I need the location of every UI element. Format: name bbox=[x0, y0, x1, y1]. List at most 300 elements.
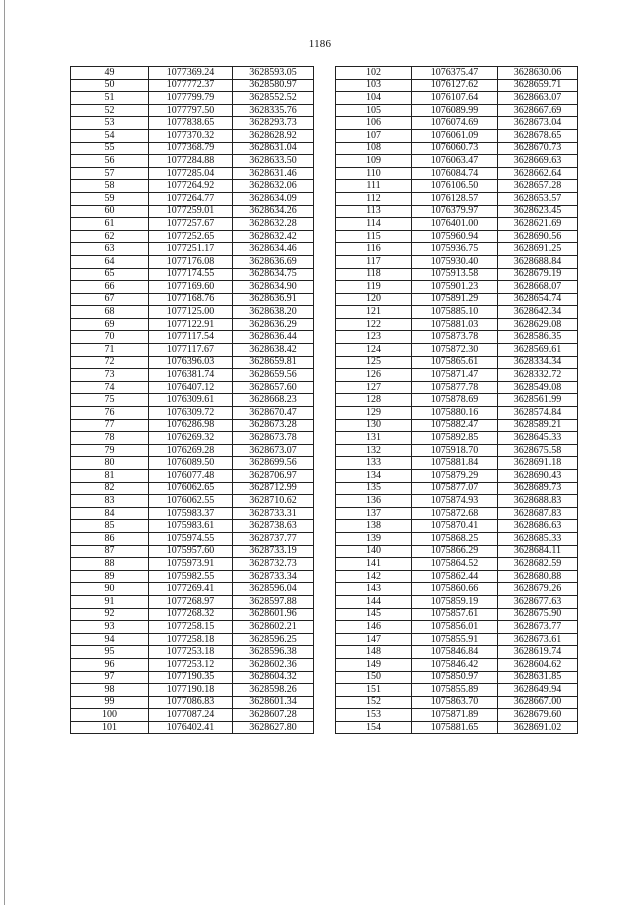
x-coordinate-cell: 1076127.62 bbox=[412, 79, 498, 92]
x-coordinate-cell: 1075862.44 bbox=[412, 570, 498, 583]
x-coordinate-cell: 1076309.61 bbox=[149, 394, 233, 407]
point-number-cell: 88 bbox=[71, 558, 149, 571]
table-row bbox=[336, 344, 578, 357]
x-coordinate-cell: 1075918.70 bbox=[412, 444, 498, 457]
x-coordinate-cell: 1077268.32 bbox=[149, 608, 233, 621]
y-coordinate-cell: 3628691.18 bbox=[498, 457, 578, 470]
y-coordinate-cell: 3628293.73 bbox=[233, 117, 314, 130]
table-row bbox=[336, 281, 578, 294]
x-coordinate-cell: 1075871.89 bbox=[412, 709, 498, 722]
point-number-cell: 128 bbox=[336, 394, 412, 407]
y-coordinate-cell: 3628686.63 bbox=[498, 520, 578, 533]
table-row bbox=[336, 293, 578, 306]
point-number-cell: 83 bbox=[71, 495, 149, 508]
x-coordinate-cell: 1075878.69 bbox=[412, 394, 498, 407]
y-coordinate-cell: 3628634.75 bbox=[233, 268, 314, 281]
point-number-cell: 96 bbox=[71, 658, 149, 671]
x-coordinate-cell: 1075856.01 bbox=[412, 621, 498, 634]
table-row bbox=[336, 142, 578, 155]
x-coordinate-cell: 1077117.67 bbox=[149, 344, 233, 357]
table-row bbox=[71, 306, 314, 319]
point-number-cell: 146 bbox=[336, 621, 412, 634]
y-coordinate-cell: 3628654.74 bbox=[498, 293, 578, 306]
table-row bbox=[336, 532, 578, 545]
point-number-cell: 140 bbox=[336, 545, 412, 558]
point-number-cell: 153 bbox=[336, 709, 412, 722]
table-row bbox=[336, 104, 578, 117]
x-coordinate-cell: 1075855.89 bbox=[412, 684, 498, 697]
x-coordinate-cell: 1075892.85 bbox=[412, 432, 498, 445]
table-row bbox=[71, 520, 314, 533]
point-number-cell: 150 bbox=[336, 671, 412, 684]
x-coordinate-cell: 1076401.00 bbox=[412, 218, 498, 231]
point-number-cell: 117 bbox=[336, 255, 412, 268]
point-number-cell: 134 bbox=[336, 470, 412, 483]
x-coordinate-cell: 1077253.18 bbox=[149, 646, 233, 659]
x-coordinate-cell: 1077772.37 bbox=[149, 79, 233, 92]
table-row bbox=[336, 646, 578, 659]
x-coordinate-cell: 1077258.18 bbox=[149, 633, 233, 646]
x-coordinate-cell: 1076077.48 bbox=[149, 470, 233, 483]
y-coordinate-cell: 3628632.28 bbox=[233, 218, 314, 231]
x-coordinate-cell: 1075973.91 bbox=[149, 558, 233, 571]
x-coordinate-cell: 1077799.79 bbox=[149, 92, 233, 105]
table-row bbox=[336, 495, 578, 508]
table-row bbox=[71, 79, 314, 92]
y-coordinate-cell: 3628737.77 bbox=[233, 532, 314, 545]
x-coordinate-cell: 1076396.03 bbox=[149, 356, 233, 369]
point-number-cell: 86 bbox=[71, 532, 149, 545]
table-row bbox=[71, 117, 314, 130]
y-coordinate-cell: 3628649.94 bbox=[498, 684, 578, 697]
table-row bbox=[336, 155, 578, 168]
y-coordinate-cell: 3628602.21 bbox=[233, 621, 314, 634]
table-row bbox=[336, 318, 578, 331]
x-coordinate-cell: 1076375.47 bbox=[412, 67, 498, 80]
table-row bbox=[336, 696, 578, 709]
table-row bbox=[336, 381, 578, 394]
y-coordinate-cell: 3628710.62 bbox=[233, 495, 314, 508]
x-coordinate-cell: 1075974.55 bbox=[149, 532, 233, 545]
point-number-cell: 92 bbox=[71, 608, 149, 621]
y-coordinate-cell: 3628662.64 bbox=[498, 167, 578, 180]
y-coordinate-cell: 3628688.84 bbox=[498, 255, 578, 268]
point-number-cell: 133 bbox=[336, 457, 412, 470]
table-row bbox=[71, 192, 314, 205]
point-number-cell: 101 bbox=[71, 721, 149, 734]
y-coordinate-cell: 3628634.09 bbox=[233, 192, 314, 205]
point-number-cell: 95 bbox=[71, 646, 149, 659]
table-row bbox=[336, 205, 578, 218]
y-coordinate-cell: 3628691.25 bbox=[498, 243, 578, 256]
x-coordinate-cell: 1077169.60 bbox=[149, 281, 233, 294]
table-row bbox=[71, 67, 314, 80]
x-coordinate-cell: 1077253.12 bbox=[149, 658, 233, 671]
y-coordinate-cell: 3628629.08 bbox=[498, 318, 578, 331]
x-coordinate-cell: 1075982.55 bbox=[149, 570, 233, 583]
y-coordinate-cell: 3628631.04 bbox=[233, 142, 314, 155]
y-coordinate-cell: 3628332.72 bbox=[498, 369, 578, 382]
x-coordinate-cell: 1077252.65 bbox=[149, 230, 233, 243]
x-coordinate-cell: 1075881.65 bbox=[412, 721, 498, 734]
table-row bbox=[71, 495, 314, 508]
point-number-cell: 118 bbox=[336, 268, 412, 281]
y-coordinate-cell: 3628659.81 bbox=[233, 356, 314, 369]
point-number-cell: 119 bbox=[336, 281, 412, 294]
point-number-cell: 98 bbox=[71, 684, 149, 697]
point-number-cell: 138 bbox=[336, 520, 412, 533]
y-coordinate-cell: 3628598.26 bbox=[233, 684, 314, 697]
x-coordinate-cell: 1076063.47 bbox=[412, 155, 498, 168]
point-number-cell: 80 bbox=[71, 457, 149, 470]
point-number-cell: 106 bbox=[336, 117, 412, 130]
y-coordinate-cell: 3628638.20 bbox=[233, 306, 314, 319]
x-coordinate-cell: 1075872.68 bbox=[412, 507, 498, 520]
y-coordinate-cell: 3628659.56 bbox=[233, 369, 314, 382]
y-coordinate-cell: 3628668.07 bbox=[498, 281, 578, 294]
y-coordinate-cell: 3628580.97 bbox=[233, 79, 314, 92]
point-number-cell: 62 bbox=[71, 230, 149, 243]
table-row bbox=[71, 696, 314, 709]
x-coordinate-cell: 1075913.58 bbox=[412, 268, 498, 281]
point-number-cell: 79 bbox=[71, 444, 149, 457]
y-coordinate-cell: 3628645.33 bbox=[498, 432, 578, 445]
y-coordinate-cell: 3628604.62 bbox=[498, 658, 578, 671]
point-number-cell: 120 bbox=[336, 293, 412, 306]
table-row bbox=[336, 470, 578, 483]
x-coordinate-cell: 1077797.50 bbox=[149, 104, 233, 117]
point-number-cell: 65 bbox=[71, 268, 149, 281]
table-row bbox=[71, 104, 314, 117]
y-coordinate-cell: 3628673.04 bbox=[498, 117, 578, 130]
point-number-cell: 113 bbox=[336, 205, 412, 218]
table-row bbox=[336, 545, 578, 558]
x-coordinate-cell: 1075881.03 bbox=[412, 318, 498, 331]
y-coordinate-cell: 3628552.52 bbox=[233, 92, 314, 105]
table-row bbox=[336, 432, 578, 445]
point-number-cell: 107 bbox=[336, 129, 412, 142]
x-coordinate-cell: 1076074.69 bbox=[412, 117, 498, 130]
y-coordinate-cell: 3628638.42 bbox=[233, 344, 314, 357]
point-number-cell: 60 bbox=[71, 205, 149, 218]
x-coordinate-cell: 1076089.99 bbox=[412, 104, 498, 117]
table-row bbox=[336, 394, 578, 407]
point-number-cell: 141 bbox=[336, 558, 412, 571]
x-coordinate-cell: 1075983.61 bbox=[149, 520, 233, 533]
table-row bbox=[336, 230, 578, 243]
point-number-cell: 104 bbox=[336, 92, 412, 105]
x-coordinate-cell: 1077168.76 bbox=[149, 293, 233, 306]
point-number-cell: 126 bbox=[336, 369, 412, 382]
point-number-cell: 57 bbox=[71, 167, 149, 180]
x-coordinate-cell: 1077117.54 bbox=[149, 331, 233, 344]
x-coordinate-cell: 1077122.91 bbox=[149, 318, 233, 331]
table-row bbox=[71, 281, 314, 294]
point-number-cell: 64 bbox=[71, 255, 149, 268]
x-coordinate-cell: 1077838.65 bbox=[149, 117, 233, 130]
table-row bbox=[336, 79, 578, 92]
x-coordinate-cell: 1075860.66 bbox=[412, 583, 498, 596]
y-coordinate-cell: 3628733.19 bbox=[233, 545, 314, 558]
x-coordinate-cell: 1075846.84 bbox=[412, 646, 498, 659]
table-row bbox=[336, 67, 578, 80]
point-number-cell: 112 bbox=[336, 192, 412, 205]
point-number-cell: 93 bbox=[71, 621, 149, 634]
y-coordinate-cell: 3628549.08 bbox=[498, 381, 578, 394]
x-coordinate-cell: 1077285.04 bbox=[149, 167, 233, 180]
point-number-cell: 73 bbox=[71, 369, 149, 382]
point-number-cell: 54 bbox=[71, 129, 149, 142]
y-coordinate-cell: 3628679.19 bbox=[498, 268, 578, 281]
y-coordinate-cell: 3628586.35 bbox=[498, 331, 578, 344]
point-number-cell: 115 bbox=[336, 230, 412, 243]
x-coordinate-cell: 1075857.61 bbox=[412, 608, 498, 621]
point-number-cell: 135 bbox=[336, 482, 412, 495]
y-coordinate-cell: 3628619.74 bbox=[498, 646, 578, 659]
x-coordinate-cell: 1075880.16 bbox=[412, 407, 498, 420]
table-row bbox=[71, 394, 314, 407]
table-row bbox=[71, 558, 314, 571]
y-coordinate-cell: 3628607.28 bbox=[233, 709, 314, 722]
point-number-cell: 127 bbox=[336, 381, 412, 394]
table-row bbox=[71, 230, 314, 243]
x-coordinate-cell: 1077190.18 bbox=[149, 684, 233, 697]
table-row bbox=[71, 482, 314, 495]
table-row bbox=[336, 570, 578, 583]
scan-edge bbox=[4, 0, 5, 905]
point-number-cell: 82 bbox=[71, 482, 149, 495]
x-coordinate-cell: 1075901.23 bbox=[412, 281, 498, 294]
y-coordinate-cell: 3628633.50 bbox=[233, 155, 314, 168]
y-coordinate-cell: 3628632.42 bbox=[233, 230, 314, 243]
point-number-cell: 51 bbox=[71, 92, 149, 105]
x-coordinate-cell: 1076107.64 bbox=[412, 92, 498, 105]
x-coordinate-cell: 1077284.88 bbox=[149, 155, 233, 168]
y-coordinate-cell: 3628634.90 bbox=[233, 281, 314, 294]
y-coordinate-cell: 3628632.06 bbox=[233, 180, 314, 193]
x-coordinate-cell: 1076128.57 bbox=[412, 192, 498, 205]
point-number-cell: 74 bbox=[71, 381, 149, 394]
table-row bbox=[71, 155, 314, 168]
y-coordinate-cell: 3628685.33 bbox=[498, 532, 578, 545]
point-number-cell: 94 bbox=[71, 633, 149, 646]
x-coordinate-cell: 1075885.10 bbox=[412, 306, 498, 319]
point-number-cell: 122 bbox=[336, 318, 412, 331]
x-coordinate-cell: 1076062.65 bbox=[149, 482, 233, 495]
point-number-cell: 114 bbox=[336, 218, 412, 231]
x-coordinate-cell: 1077368.79 bbox=[149, 142, 233, 155]
table-row bbox=[71, 457, 314, 470]
table-row bbox=[336, 167, 578, 180]
x-coordinate-cell: 1076286.98 bbox=[149, 419, 233, 432]
x-coordinate-cell: 1075865.61 bbox=[412, 356, 498, 369]
x-coordinate-cell: 1075877.07 bbox=[412, 482, 498, 495]
point-number-cell: 75 bbox=[71, 394, 149, 407]
y-coordinate-cell: 3628597.88 bbox=[233, 595, 314, 608]
x-coordinate-cell: 1075930.40 bbox=[412, 255, 498, 268]
y-coordinate-cell: 3628636.91 bbox=[233, 293, 314, 306]
y-coordinate-cell: 3628653.57 bbox=[498, 192, 578, 205]
x-coordinate-cell: 1077087.24 bbox=[149, 709, 233, 722]
point-number-cell: 148 bbox=[336, 646, 412, 659]
x-coordinate-cell: 1075873.78 bbox=[412, 331, 498, 344]
x-coordinate-cell: 1077269.41 bbox=[149, 583, 233, 596]
point-number-cell: 100 bbox=[71, 709, 149, 722]
point-number-cell: 136 bbox=[336, 495, 412, 508]
point-number-cell: 87 bbox=[71, 545, 149, 558]
point-number-cell: 72 bbox=[71, 356, 149, 369]
y-coordinate-cell: 3628732.73 bbox=[233, 558, 314, 571]
table-row bbox=[71, 470, 314, 483]
table-row bbox=[336, 658, 578, 671]
point-number-cell: 111 bbox=[336, 180, 412, 193]
table-row bbox=[71, 331, 314, 344]
point-number-cell: 109 bbox=[336, 155, 412, 168]
x-coordinate-cell: 1075874.93 bbox=[412, 495, 498, 508]
y-coordinate-cell: 3628687.83 bbox=[498, 507, 578, 520]
point-number-cell: 142 bbox=[336, 570, 412, 583]
x-coordinate-cell: 1077258.15 bbox=[149, 621, 233, 634]
table-row bbox=[336, 180, 578, 193]
table-row bbox=[336, 583, 578, 596]
y-coordinate-cell: 3628688.83 bbox=[498, 495, 578, 508]
coordinates-table-right bbox=[335, 66, 578, 734]
x-coordinate-cell: 1076309.72 bbox=[149, 407, 233, 420]
y-coordinate-cell: 3628691.02 bbox=[498, 721, 578, 734]
x-coordinate-cell: 1075877.78 bbox=[412, 381, 498, 394]
y-coordinate-cell: 3628569.61 bbox=[498, 344, 578, 357]
x-coordinate-cell: 1075960.94 bbox=[412, 230, 498, 243]
y-coordinate-cell: 3628675.90 bbox=[498, 608, 578, 621]
x-coordinate-cell: 1077174.55 bbox=[149, 268, 233, 281]
point-number-cell: 84 bbox=[71, 507, 149, 520]
table-row bbox=[336, 444, 578, 457]
point-number-cell: 70 bbox=[71, 331, 149, 344]
table-row bbox=[336, 255, 578, 268]
y-coordinate-cell: 3628574.84 bbox=[498, 407, 578, 420]
point-number-cell: 130 bbox=[336, 419, 412, 432]
table-row bbox=[336, 356, 578, 369]
table-row bbox=[71, 570, 314, 583]
x-coordinate-cell: 1076379.97 bbox=[412, 205, 498, 218]
point-number-cell: 147 bbox=[336, 633, 412, 646]
point-number-cell: 91 bbox=[71, 595, 149, 608]
y-coordinate-cell: 3628636.69 bbox=[233, 255, 314, 268]
point-number-cell: 67 bbox=[71, 293, 149, 306]
x-coordinate-cell: 1076061.09 bbox=[412, 129, 498, 142]
point-number-cell: 89 bbox=[71, 570, 149, 583]
y-coordinate-cell: 3628733.34 bbox=[233, 570, 314, 583]
y-coordinate-cell: 3628712.99 bbox=[233, 482, 314, 495]
y-coordinate-cell: 3628596.25 bbox=[233, 633, 314, 646]
point-number-cell: 58 bbox=[71, 180, 149, 193]
x-coordinate-cell: 1077176.08 bbox=[149, 255, 233, 268]
table-row bbox=[71, 709, 314, 722]
x-coordinate-cell: 1077264.77 bbox=[149, 192, 233, 205]
table-row bbox=[71, 658, 314, 671]
x-coordinate-cell: 1076106.50 bbox=[412, 180, 498, 193]
x-coordinate-cell: 1075846.42 bbox=[412, 658, 498, 671]
x-coordinate-cell: 1077259.01 bbox=[149, 205, 233, 218]
point-number-cell: 124 bbox=[336, 344, 412, 357]
x-coordinate-cell: 1075868.25 bbox=[412, 532, 498, 545]
table-row bbox=[71, 356, 314, 369]
y-coordinate-cell: 3628334.34 bbox=[498, 356, 578, 369]
y-coordinate-cell: 3628733.31 bbox=[233, 507, 314, 520]
table-row bbox=[71, 407, 314, 420]
y-coordinate-cell: 3628684.11 bbox=[498, 545, 578, 558]
point-number-cell: 145 bbox=[336, 608, 412, 621]
point-number-cell: 121 bbox=[336, 306, 412, 319]
point-number-cell: 71 bbox=[71, 344, 149, 357]
table-row bbox=[336, 507, 578, 520]
coordinates-table-left bbox=[70, 66, 314, 734]
table-row bbox=[71, 344, 314, 357]
y-coordinate-cell: 3628667.69 bbox=[498, 104, 578, 117]
table-row bbox=[336, 117, 578, 130]
point-number-cell: 63 bbox=[71, 243, 149, 256]
table-row bbox=[71, 218, 314, 231]
table-row bbox=[71, 419, 314, 432]
point-number-cell: 61 bbox=[71, 218, 149, 231]
table-row bbox=[71, 205, 314, 218]
table-row bbox=[71, 671, 314, 684]
y-coordinate-cell: 3628663.07 bbox=[498, 92, 578, 105]
table-row bbox=[336, 129, 578, 142]
x-coordinate-cell: 1077086.83 bbox=[149, 696, 233, 709]
point-number-cell: 55 bbox=[71, 142, 149, 155]
x-coordinate-cell: 1075882.47 bbox=[412, 419, 498, 432]
y-coordinate-cell: 3628673.78 bbox=[233, 432, 314, 445]
point-number-cell: 123 bbox=[336, 331, 412, 344]
y-coordinate-cell: 3628596.04 bbox=[233, 583, 314, 596]
table-row bbox=[71, 633, 314, 646]
x-coordinate-cell: 1075891.29 bbox=[412, 293, 498, 306]
x-coordinate-cell: 1075879.29 bbox=[412, 470, 498, 483]
table-row bbox=[336, 192, 578, 205]
point-number-cell: 90 bbox=[71, 583, 149, 596]
x-coordinate-cell: 1077370.32 bbox=[149, 129, 233, 142]
point-number-cell: 85 bbox=[71, 520, 149, 533]
x-coordinate-cell: 1077264.92 bbox=[149, 180, 233, 193]
point-number-cell: 49 bbox=[71, 67, 149, 80]
y-coordinate-cell: 3628689.73 bbox=[498, 482, 578, 495]
x-coordinate-cell: 1076060.73 bbox=[412, 142, 498, 155]
table-row bbox=[71, 608, 314, 621]
point-number-cell: 52 bbox=[71, 104, 149, 117]
table-row bbox=[336, 721, 578, 734]
y-coordinate-cell: 3628628.92 bbox=[233, 129, 314, 142]
y-coordinate-cell: 3628669.63 bbox=[498, 155, 578, 168]
point-number-cell: 66 bbox=[71, 281, 149, 294]
point-number-cell: 116 bbox=[336, 243, 412, 256]
point-number-cell: 97 bbox=[71, 671, 149, 684]
point-number-cell: 102 bbox=[336, 67, 412, 80]
y-coordinate-cell: 3628631.46 bbox=[233, 167, 314, 180]
table-row bbox=[336, 268, 578, 281]
table-row bbox=[71, 167, 314, 180]
page-number: 1186 bbox=[308, 38, 332, 50]
x-coordinate-cell: 1075872.30 bbox=[412, 344, 498, 357]
table-row bbox=[336, 419, 578, 432]
y-coordinate-cell: 3628657.60 bbox=[233, 381, 314, 394]
point-number-cell: 69 bbox=[71, 318, 149, 331]
table-row bbox=[336, 709, 578, 722]
table-row bbox=[71, 595, 314, 608]
point-number-cell: 56 bbox=[71, 155, 149, 168]
x-coordinate-cell: 1077251.17 bbox=[149, 243, 233, 256]
x-coordinate-cell: 1077369.24 bbox=[149, 67, 233, 80]
